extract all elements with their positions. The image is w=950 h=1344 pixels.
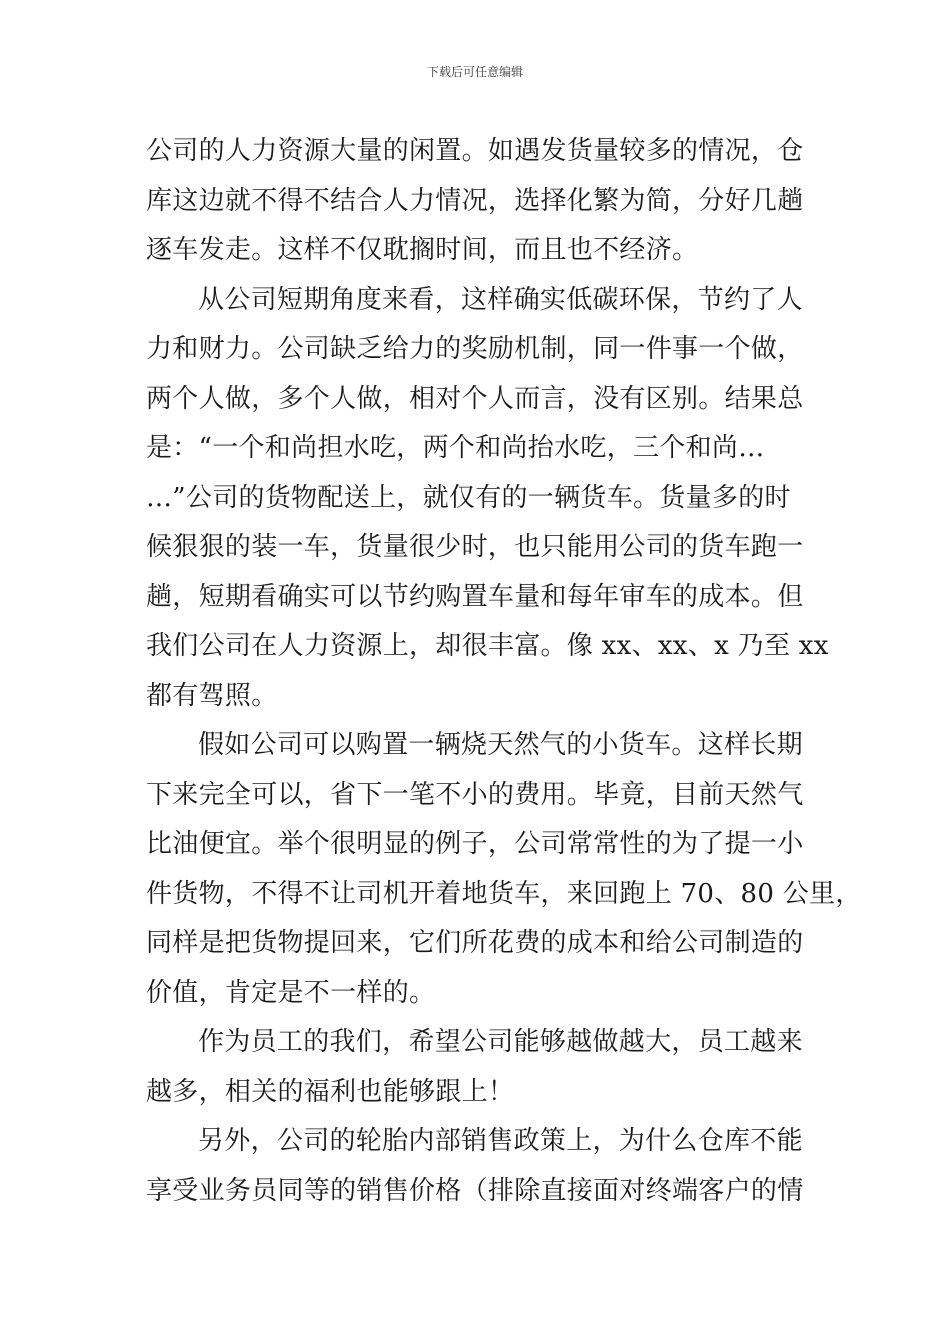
- text-line: 是：“一个和尚担水吃，两个和尚抬水吃，三个和尚…: [146, 433, 765, 463]
- text-line: 下来完全可以，省下一笔不小的费用。毕竟，目前天然气: [146, 779, 804, 810]
- text-line: 都有驾照。: [146, 680, 278, 711]
- text-line: 力和财力。公司缺乏给力的奖励机制，同一件事一个做，: [146, 334, 804, 364]
- text-line: 作为员工的我们，希望公司能够越做越大，员工越来: [198, 1027, 803, 1057]
- text-line: 候狠狠的装一车，货量很少时，也只能用公司的货车跑一: [146, 532, 804, 562]
- text-line: …”公司的货物配送上，就仅有的一辆货车。货量多的时: [146, 482, 791, 513]
- text-line: 逐车发走。这样不仅耽搁时间，而且也不经济。: [146, 235, 699, 265]
- text-line: 趟，短期看确实可以节约购置车量和每年审车的成本。但: [146, 581, 804, 612]
- text-line: 享受业务员同等的销售价格（排除直接面对终端客户的情: [146, 1175, 804, 1206]
- text-line: 比油便宜。举个很明显的例子，公司常常性的为了提一小: [146, 829, 804, 859]
- text-line: 假如公司可以购置一辆烧天然气的小货车。这样长期: [198, 730, 803, 760]
- page-header-note: 下载后可任意编辑: [426, 65, 523, 79]
- text-line: 两个人做，多个人做，相对个人而言，没有区别。结果总: [146, 383, 804, 414]
- text-line: 库这边就不得不结合人力情况，选择化繁为简，分好几趟: [146, 185, 804, 216]
- text-line: 越多，相关的福利也能够跟上！: [146, 1076, 515, 1107]
- text-line: 另外，公司的轮胎内部销售政策上，为什么仓库不能: [198, 1126, 803, 1156]
- text-line: 从公司短期角度来看，这样确实低碳环保，节约了人: [198, 284, 803, 315]
- text-line: 件货物，不得不让司机开着地货车，来回跑上 70、80 公里，: [146, 878, 862, 909]
- text-line: 同样是把货物提回来，它们所花费的成本和给公司制造的: [146, 928, 804, 958]
- text-line: 价值，肯定是不一样的。: [146, 977, 436, 1008]
- document-body: [146, 127, 862, 1216]
- text-line: 公司的人力资源大量的闲置。如遇发货量较多的情况，仓: [146, 136, 804, 166]
- text-line: 我们公司在人力资源上，却很丰富。像 xx、xx、x 乃至 xx: [146, 631, 829, 661]
